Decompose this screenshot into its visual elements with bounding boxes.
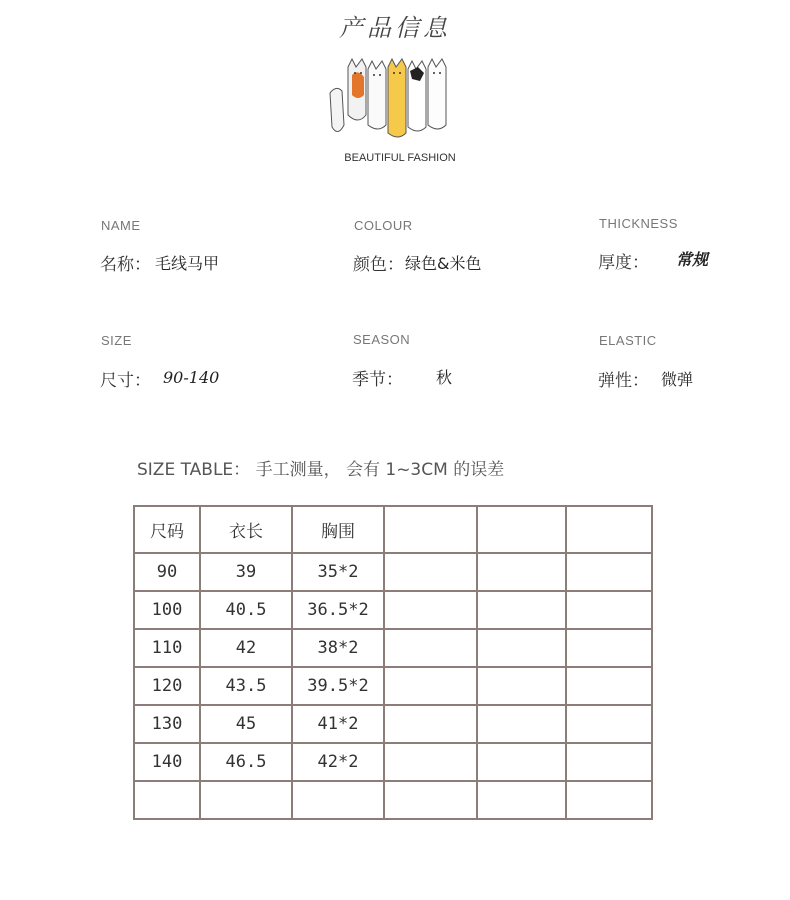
table-cell — [292, 781, 384, 819]
size-value: 90-140 — [163, 368, 220, 387]
page-title: 产品信息 — [339, 14, 451, 42]
table-cell: 41*2 — [292, 705, 384, 743]
table-cell: 42*2 — [292, 743, 384, 781]
table-cell — [384, 781, 477, 819]
table-cell — [566, 743, 652, 781]
table-cell — [477, 743, 566, 781]
table-row — [134, 781, 652, 819]
table-cell — [384, 743, 477, 781]
table-cell: 100 — [134, 591, 200, 629]
table-cell: 110 — [134, 629, 200, 667]
table-cell — [384, 553, 477, 591]
name-value: 毛线马甲 — [155, 254, 220, 273]
table-row — [134, 591, 652, 629]
header-empty — [477, 506, 566, 553]
table-cell — [566, 705, 652, 743]
table-cell: 42 — [200, 629, 292, 667]
table-cell: 39 — [200, 553, 292, 591]
name-key: 名称： — [100, 255, 151, 275]
table-cell: 45 — [200, 705, 292, 743]
table-cell: 36.5*2 — [292, 591, 384, 629]
table-cell — [566, 591, 652, 629]
table-row — [134, 629, 652, 667]
table-cell — [384, 667, 477, 705]
header-length: 衣长 — [200, 506, 292, 553]
header-empty — [384, 506, 477, 553]
table-cell — [134, 781, 200, 819]
logo-caption: BEAUTIFUL FASHION — [344, 152, 456, 164]
cats-lineup-icon — [322, 55, 462, 145]
table-cell: 43.5 — [200, 667, 292, 705]
table-cell — [477, 591, 566, 629]
size-key: 尺寸： — [100, 371, 151, 391]
elastic-label: ELASTIC — [599, 333, 657, 348]
elastic-key: 弹性： — [598, 371, 649, 391]
table-cell — [477, 629, 566, 667]
table-cell — [384, 591, 477, 629]
size-table — [133, 505, 653, 820]
table-cell: 38*2 — [292, 629, 384, 667]
table-cell — [477, 781, 566, 819]
colour-key: 颜色： — [353, 255, 404, 275]
table-header-row — [134, 506, 652, 553]
table-cell — [384, 629, 477, 667]
table-cell: 39.5*2 — [292, 667, 384, 705]
table-cell — [384, 705, 477, 743]
table-cell — [566, 629, 652, 667]
table-cell: 130 — [134, 705, 200, 743]
thickness-key: 厚度： — [598, 253, 649, 273]
header-chest: 胸围 — [292, 506, 384, 553]
table-cell — [200, 781, 292, 819]
table-cell: 35*2 — [292, 553, 384, 591]
thickness-value: 常规 — [676, 250, 709, 269]
header-size: 尺码 — [134, 506, 200, 553]
table-row — [134, 743, 652, 781]
colour-value: 绿色&米色 — [405, 254, 482, 273]
table-row — [134, 553, 652, 591]
table-cell: 120 — [134, 667, 200, 705]
table-cell — [477, 667, 566, 705]
table-row — [134, 667, 652, 705]
table-cell — [477, 705, 566, 743]
header-empty — [566, 506, 652, 553]
table-cell — [477, 553, 566, 591]
table-row — [134, 705, 652, 743]
season-label: SEASON — [353, 332, 411, 347]
season-value: 秋 — [436, 368, 453, 387]
table-cell — [566, 667, 652, 705]
table-cell: 90 — [134, 553, 200, 591]
table-cell: 46.5 — [200, 743, 292, 781]
size-label: SIZE — [101, 333, 132, 348]
elastic-value: 微弹 — [661, 370, 694, 389]
table-cell — [566, 781, 652, 819]
table-cell: 40.5 — [200, 591, 292, 629]
table-cell: 140 — [134, 743, 200, 781]
colour-label: COLOUR — [354, 218, 413, 233]
table-cell — [566, 553, 652, 591]
size-table-caption: SIZE TABLE： 手工测量， 会有 1~3CM 的误差 — [137, 460, 505, 480]
thickness-label: THICKNESS — [599, 216, 678, 231]
season-key: 季节： — [352, 370, 403, 390]
name-label: NAME — [101, 218, 141, 233]
